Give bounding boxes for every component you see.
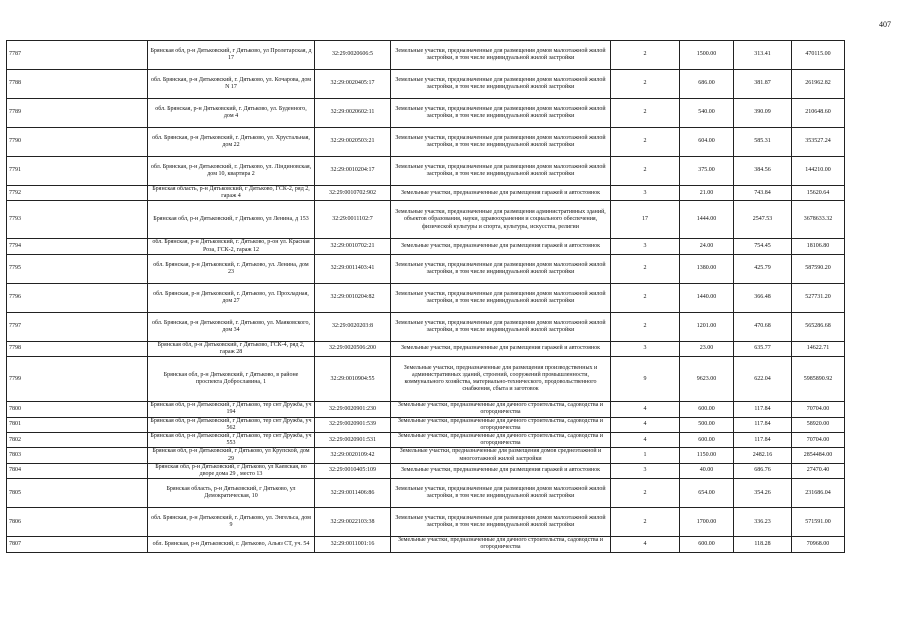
area-cell: 600.00 bbox=[680, 402, 734, 417]
cadastral-value-cell: 58920.00 bbox=[792, 417, 845, 432]
cadastral-number-cell: 32:29:0010702:902 bbox=[315, 186, 391, 201]
specific-value-cell: 425.79 bbox=[734, 254, 792, 283]
area-cell: 686.00 bbox=[680, 70, 734, 99]
area-cell: 1500.00 bbox=[680, 41, 734, 70]
cadastral-number-cell: 32:29:0011403:41 bbox=[315, 254, 391, 283]
row-number: 7806 bbox=[7, 508, 148, 537]
cadastral-value-cell: 15620.64 bbox=[792, 186, 845, 201]
address-cell: обл. Брянская, р-н Дятьковский, г. Дятьково, ул. Хрустальная, дом 22 bbox=[148, 128, 315, 157]
land-use-cell: Земельные участки, предназначенные для размещения гаражей и автостоянок bbox=[391, 186, 611, 201]
specific-value-cell: 117.84 bbox=[734, 402, 792, 417]
row-number: 7801 bbox=[7, 417, 148, 432]
address-cell: обл. Брянская, р-н Дятьковский, г. Дятьково, ул. Маяковского, дом 34 bbox=[148, 312, 315, 341]
address-cell: Брянская обл, р-н Дятьковский, г Дятьково, в районе проспекта Доброславина, 1 bbox=[148, 357, 315, 402]
row-number: 7804 bbox=[7, 463, 148, 478]
land-use-cell: Земельные участки, предназначенные для размещения гаражей и автостоянок bbox=[391, 239, 611, 254]
table-row bbox=[7, 312, 845, 341]
area-cell: 600.00 bbox=[680, 433, 734, 448]
land-use-cell: Земельные участки, предназначенные для размещения домов малоэтажной жилой застройки, в том числе индивидуальной жилой застройки bbox=[391, 41, 611, 70]
group-cell: 2 bbox=[611, 70, 680, 99]
specific-value-cell: 118.28 bbox=[734, 537, 792, 552]
group-cell: 3 bbox=[611, 239, 680, 254]
cadastral-value-cell: 70704.00 bbox=[792, 433, 845, 448]
group-cell: 2 bbox=[611, 254, 680, 283]
table-row bbox=[7, 537, 845, 552]
land-use-cell: Земельные участки, предназначенные для размещения административных зданий, объектов образования, науки, здравоохранения и социального обеспечения, физической культуры и спорта, культуры, искусства, религии bbox=[391, 201, 611, 239]
group-cell: 2 bbox=[611, 312, 680, 341]
land-use-cell: Земельные участки, предназначенные для размещения домов малоэтажной жилой застройки, в том числе индивидуальной жилой застройки bbox=[391, 254, 611, 283]
cadastral-value-cell: 18106.80 bbox=[792, 239, 845, 254]
land-use-cell: Земельные участки, предназначенные для размещения домов среднеэтажной и многоэтажной жилой застройки bbox=[391, 448, 611, 463]
land-use-cell: Земельные участки, предназначенные для размещения домов малоэтажной жилой застройки, в том числе индивидуальной жилой застройки bbox=[391, 479, 611, 508]
specific-value-cell: 366.48 bbox=[734, 283, 792, 312]
address-cell: Брянская обл, р-н Дятьковский, г Дятьково, ул Ленина, д 153 bbox=[148, 201, 315, 239]
specific-value-cell: 2547.53 bbox=[734, 201, 792, 239]
cadastral-value-cell: 231686.04 bbox=[792, 479, 845, 508]
row-number: 7787 bbox=[7, 41, 148, 70]
land-use-cell: Земельные участки, предназначенные для размещения домов малоэтажной жилой застройки, в том числе индивидуальной жилой застройки bbox=[391, 70, 611, 99]
address-cell: обл. Брянская, р-н Дятьковский, г. Дятьково, ул. Кочарова, дом N 17 bbox=[148, 70, 315, 99]
area-cell: 540.00 bbox=[680, 99, 734, 128]
row-number: 7796 bbox=[7, 283, 148, 312]
area-cell: 1440.00 bbox=[680, 283, 734, 312]
cadastral-number-cell: 32:29:0010204:82 bbox=[315, 283, 391, 312]
specific-value-cell: 381.87 bbox=[734, 70, 792, 99]
address-cell: обл. Брянская, р-н Дятьковский, г. Дятьково, Альяз СТ, уч. 54 bbox=[148, 537, 315, 552]
group-cell: 4 bbox=[611, 417, 680, 432]
specific-value-cell: 336.23 bbox=[734, 508, 792, 537]
specific-value-cell: 470.68 bbox=[734, 312, 792, 341]
table-row bbox=[7, 402, 845, 417]
cadastral-value-cell: 571591.00 bbox=[792, 508, 845, 537]
address-cell: Брянская обл, р-н Дятьковский, г Дятьково, тер снт Дружба, уч 553 bbox=[148, 433, 315, 448]
cadastral-number-cell: 32:29:0010204:17 bbox=[315, 157, 391, 186]
land-use-cell: Земельные участки, предназначенные для размещения домов малоэтажной жилой застройки, в том числе индивидуальной жилой застройки bbox=[391, 128, 611, 157]
specific-value-cell: 390.09 bbox=[734, 99, 792, 128]
address-cell: Брянская область, р-н Дятьковский, г Дятьково, ГСК-2, ряд 2, гараж 4 bbox=[148, 186, 315, 201]
cadastral-value-cell: 14622.71 bbox=[792, 341, 845, 356]
row-number: 7789 bbox=[7, 99, 148, 128]
land-use-cell: Земельные участки, предназначенные для дачного строительства, садоводства и огородничества bbox=[391, 433, 611, 448]
cadastral-value-cell: 27470.40 bbox=[792, 463, 845, 478]
cadastral-value-cell: 470115.00 bbox=[792, 41, 845, 70]
cadastral-value-cell: 70968.00 bbox=[792, 537, 845, 552]
group-cell: 3 bbox=[611, 186, 680, 201]
specific-value-cell: 117.84 bbox=[734, 433, 792, 448]
row-number: 7807 bbox=[7, 537, 148, 552]
area-cell: 654.00 bbox=[680, 479, 734, 508]
group-cell: 4 bbox=[611, 433, 680, 448]
cadastral-value-cell: 261962.82 bbox=[792, 70, 845, 99]
table-row bbox=[7, 448, 845, 463]
table-row bbox=[7, 508, 845, 537]
table-row bbox=[7, 157, 845, 186]
table-row bbox=[7, 186, 845, 201]
table-row bbox=[7, 254, 845, 283]
land-use-cell: Земельные участки, предназначенные для размещения гаражей и автостоянок bbox=[391, 341, 611, 356]
area-cell: 1150.00 bbox=[680, 448, 734, 463]
table-row bbox=[7, 128, 845, 157]
group-cell: 2 bbox=[611, 41, 680, 70]
group-cell: 2 bbox=[611, 128, 680, 157]
table-row bbox=[7, 201, 845, 239]
address-cell: Брянская обл, р-н Дятьковский, г Дятьково, тер снт Дружба, уч 562 bbox=[148, 417, 315, 432]
area-cell: 600.00 bbox=[680, 537, 734, 552]
table-row bbox=[7, 41, 845, 70]
area-cell: 9623.00 bbox=[680, 357, 734, 402]
group-cell: 2 bbox=[611, 157, 680, 186]
row-number: 7805 bbox=[7, 479, 148, 508]
table-row bbox=[7, 433, 845, 448]
land-use-cell: Земельные участки, предназначенные для дачного строительства, садоводства и огородничества bbox=[391, 402, 611, 417]
group-cell: 2 bbox=[611, 99, 680, 128]
cadastral-value-cell: 70704.00 bbox=[792, 402, 845, 417]
specific-value-cell: 313.41 bbox=[734, 41, 792, 70]
group-cell: 2 bbox=[611, 508, 680, 537]
specific-value-cell: 686.76 bbox=[734, 463, 792, 478]
land-registry-table bbox=[6, 40, 845, 553]
table-row bbox=[7, 70, 845, 99]
cadastral-number-cell: 32:29:0022103:38 bbox=[315, 508, 391, 537]
group-cell: 1 bbox=[611, 448, 680, 463]
cadastral-number-cell: 32:29:0020901:230 bbox=[315, 402, 391, 417]
cadastral-value-cell: 144210.00 bbox=[792, 157, 845, 186]
specific-value-cell: 2482.16 bbox=[734, 448, 792, 463]
land-use-cell: Земельные участки, предназначенные для размещения домов малоэтажной жилой застройки, в том числе индивидуальной жилой застройки bbox=[391, 99, 611, 128]
address-cell: Брянская обл, р-н Дятьковский, г Дятьково, ул Каевская, во дворе дома 29 , место 13 bbox=[148, 463, 315, 478]
land-use-cell: Земельные участки, предназначенные для дачного строительства, садоводства и огородничества bbox=[391, 537, 611, 552]
row-number: 7800 bbox=[7, 402, 148, 417]
area-cell: 604.00 bbox=[680, 128, 734, 157]
specific-value-cell: 585.31 bbox=[734, 128, 792, 157]
area-cell: 500.00 bbox=[680, 417, 734, 432]
cadastral-number-cell: 32:29:0011406:86 bbox=[315, 479, 391, 508]
address-cell: обл. Брянская, р-н Дятьковский, г. Дятьково, ул. Буденного, дом 4 bbox=[148, 99, 315, 128]
address-cell: Брянская обл, р-н Дятьковский, г Дятьково, ул Крупской, дом 29 bbox=[148, 448, 315, 463]
cadastral-number-cell: 32:29:0011001:16 bbox=[315, 537, 391, 552]
table-row bbox=[7, 479, 845, 508]
group-cell: 4 bbox=[611, 537, 680, 552]
group-cell: 3 bbox=[611, 463, 680, 478]
land-use-cell: Земельные участки, предназначенные для размещения домов малоэтажной жилой застройки, в том числе индивидуальной жилой застройки bbox=[391, 508, 611, 537]
row-number: 7799 bbox=[7, 357, 148, 402]
table-row bbox=[7, 99, 845, 128]
area-cell: 375.00 bbox=[680, 157, 734, 186]
cadastral-number-cell: 32:29:0020405:17 bbox=[315, 70, 391, 99]
table-row bbox=[7, 463, 845, 478]
specific-value-cell: 117.84 bbox=[734, 417, 792, 432]
address-cell: Брянская область, р-н Дятьковский, г Дятьково, ул Демократическая, 10 bbox=[148, 479, 315, 508]
group-cell: 17 bbox=[611, 201, 680, 239]
cadastral-value-cell: 2854484.00 bbox=[792, 448, 845, 463]
row-number: 7798 bbox=[7, 341, 148, 356]
group-cell: 2 bbox=[611, 283, 680, 312]
address-cell: обл. Брянская, р-н Дятьковский, г. Дятьково, р-он ул. Красная Роза, ГСК-2, гараж 12 bbox=[148, 239, 315, 254]
cadastral-value-cell: 210648.60 bbox=[792, 99, 845, 128]
land-use-cell: Земельные участки, предназначенные для размещения гаражей и автостоянок bbox=[391, 463, 611, 478]
area-cell: 1380.00 bbox=[680, 254, 734, 283]
group-cell: 9 bbox=[611, 357, 680, 402]
cadastral-value-cell: 565286.68 bbox=[792, 312, 845, 341]
address-cell: обл. Брянская, р-н Дятьковский, г. Дятьково, ул. Ліндиновская, дом 10, квартира 2 bbox=[148, 157, 315, 186]
address-cell: Брянская обл, р-н Дятьковский, г Дятьково, тер снт Дружба, уч 194 bbox=[148, 402, 315, 417]
cadastral-number-cell: 32:29:0020203:8 bbox=[315, 312, 391, 341]
specific-value-cell: 384.56 bbox=[734, 157, 792, 186]
area-cell: 1201.00 bbox=[680, 312, 734, 341]
cadastral-number-cell: 32:29:0020109:42 bbox=[315, 448, 391, 463]
cadastral-number-cell: 32:29:0011102:7 bbox=[315, 201, 391, 239]
row-number: 7802 bbox=[7, 433, 148, 448]
row-number: 7793 bbox=[7, 201, 148, 239]
cadastral-value-cell: 5985890.92 bbox=[792, 357, 845, 402]
table-row bbox=[7, 357, 845, 402]
address-cell: обл. Брянская, р-н Дятьковский, г. Дятьково, ул. Ленина, дом 23 bbox=[148, 254, 315, 283]
group-cell: 4 bbox=[611, 402, 680, 417]
table-row bbox=[7, 283, 845, 312]
land-use-cell: Земельные участки, предназначенные для размещения производственных и административных зданий, строений, сооружений промышленности, коммунального хозяйства, материально-технического, продовольственного снабжения, сбыта и заготовок bbox=[391, 357, 611, 402]
row-number: 7803 bbox=[7, 448, 148, 463]
area-cell: 21.00 bbox=[680, 186, 734, 201]
specific-value-cell: 743.84 bbox=[734, 186, 792, 201]
land-use-cell: Земельные участки, предназначенные для размещения домов малоэтажной жилой застройки, в том числе индивидуальной жилой застройки bbox=[391, 157, 611, 186]
specific-value-cell: 754.45 bbox=[734, 239, 792, 254]
row-number: 7792 bbox=[7, 186, 148, 201]
registry-rows bbox=[7, 41, 845, 553]
table-row bbox=[7, 417, 845, 432]
cadastral-number-cell: 32:29:0010904:55 bbox=[315, 357, 391, 402]
group-cell: 2 bbox=[611, 479, 680, 508]
page-number: 407 bbox=[879, 20, 891, 29]
address-cell: обл. Брянская, р-н Дятьковский, г. Дятьково, ул. Прохладная, дом 27 bbox=[148, 283, 315, 312]
area-cell: 23.00 bbox=[680, 341, 734, 356]
table-row bbox=[7, 341, 845, 356]
area-cell: 40.00 bbox=[680, 463, 734, 478]
row-number: 7788 bbox=[7, 70, 148, 99]
specific-value-cell: 354.26 bbox=[734, 479, 792, 508]
table-row bbox=[7, 239, 845, 254]
row-number: 7795 bbox=[7, 254, 148, 283]
address-cell: Брянская обл, р-н Дятьковский, г Дятьково, ул Пролетарская, д 17 bbox=[148, 41, 315, 70]
specific-value-cell: 622.04 bbox=[734, 357, 792, 402]
cadastral-number-cell: 32:29:0020602:11 bbox=[315, 99, 391, 128]
area-cell: 24.00 bbox=[680, 239, 734, 254]
cadastral-number-cell: 32:29:0010702:21 bbox=[315, 239, 391, 254]
address-cell: Брянская обл, р-н Дятьковский, г Дятьково, ГСК-4, ряд 2, гараж 28 bbox=[148, 341, 315, 356]
group-cell: 3 bbox=[611, 341, 680, 356]
cadastral-value-cell: 527731.20 bbox=[792, 283, 845, 312]
cadastral-value-cell: 587590.20 bbox=[792, 254, 845, 283]
area-cell: 1444.00 bbox=[680, 201, 734, 239]
land-use-cell: Земельные участки, предназначенные для размещения домов малоэтажной жилой застройки, в том числе индивидуальной жилой застройки bbox=[391, 312, 611, 341]
cadastral-number-cell: 32:29:0020901:539 bbox=[315, 417, 391, 432]
cadastral-number-cell: 32:29:0020506:200 bbox=[315, 341, 391, 356]
row-number: 7794 bbox=[7, 239, 148, 254]
cadastral-value-cell: 3678633.32 bbox=[792, 201, 845, 239]
cadastral-number-cell: 32:29:0020606:5 bbox=[315, 41, 391, 70]
address-cell: обл. Брянская, р-н Дятьковский, г. Дятьково, ул. Энгельса, дом 9 bbox=[148, 508, 315, 537]
row-number: 7797 bbox=[7, 312, 148, 341]
cadastral-number-cell: 32:29:0010405:109 bbox=[315, 463, 391, 478]
row-number: 7791 bbox=[7, 157, 148, 186]
cadastral-value-cell: 353527.24 bbox=[792, 128, 845, 157]
row-number: 7790 bbox=[7, 128, 148, 157]
cadastral-number-cell: 32:29:0020503:21 bbox=[315, 128, 391, 157]
land-use-cell: Земельные участки, предназначенные для дачного строительства, садоводства и огородничества bbox=[391, 417, 611, 432]
cadastral-number-cell: 32:29:0020901:531 bbox=[315, 433, 391, 448]
land-use-cell: Земельные участки, предназначенные для размещения домов малоэтажной жилой застройки, в том числе индивидуальной жилой застройки bbox=[391, 283, 611, 312]
area-cell: 1700.00 bbox=[680, 508, 734, 537]
specific-value-cell: 635.77 bbox=[734, 341, 792, 356]
